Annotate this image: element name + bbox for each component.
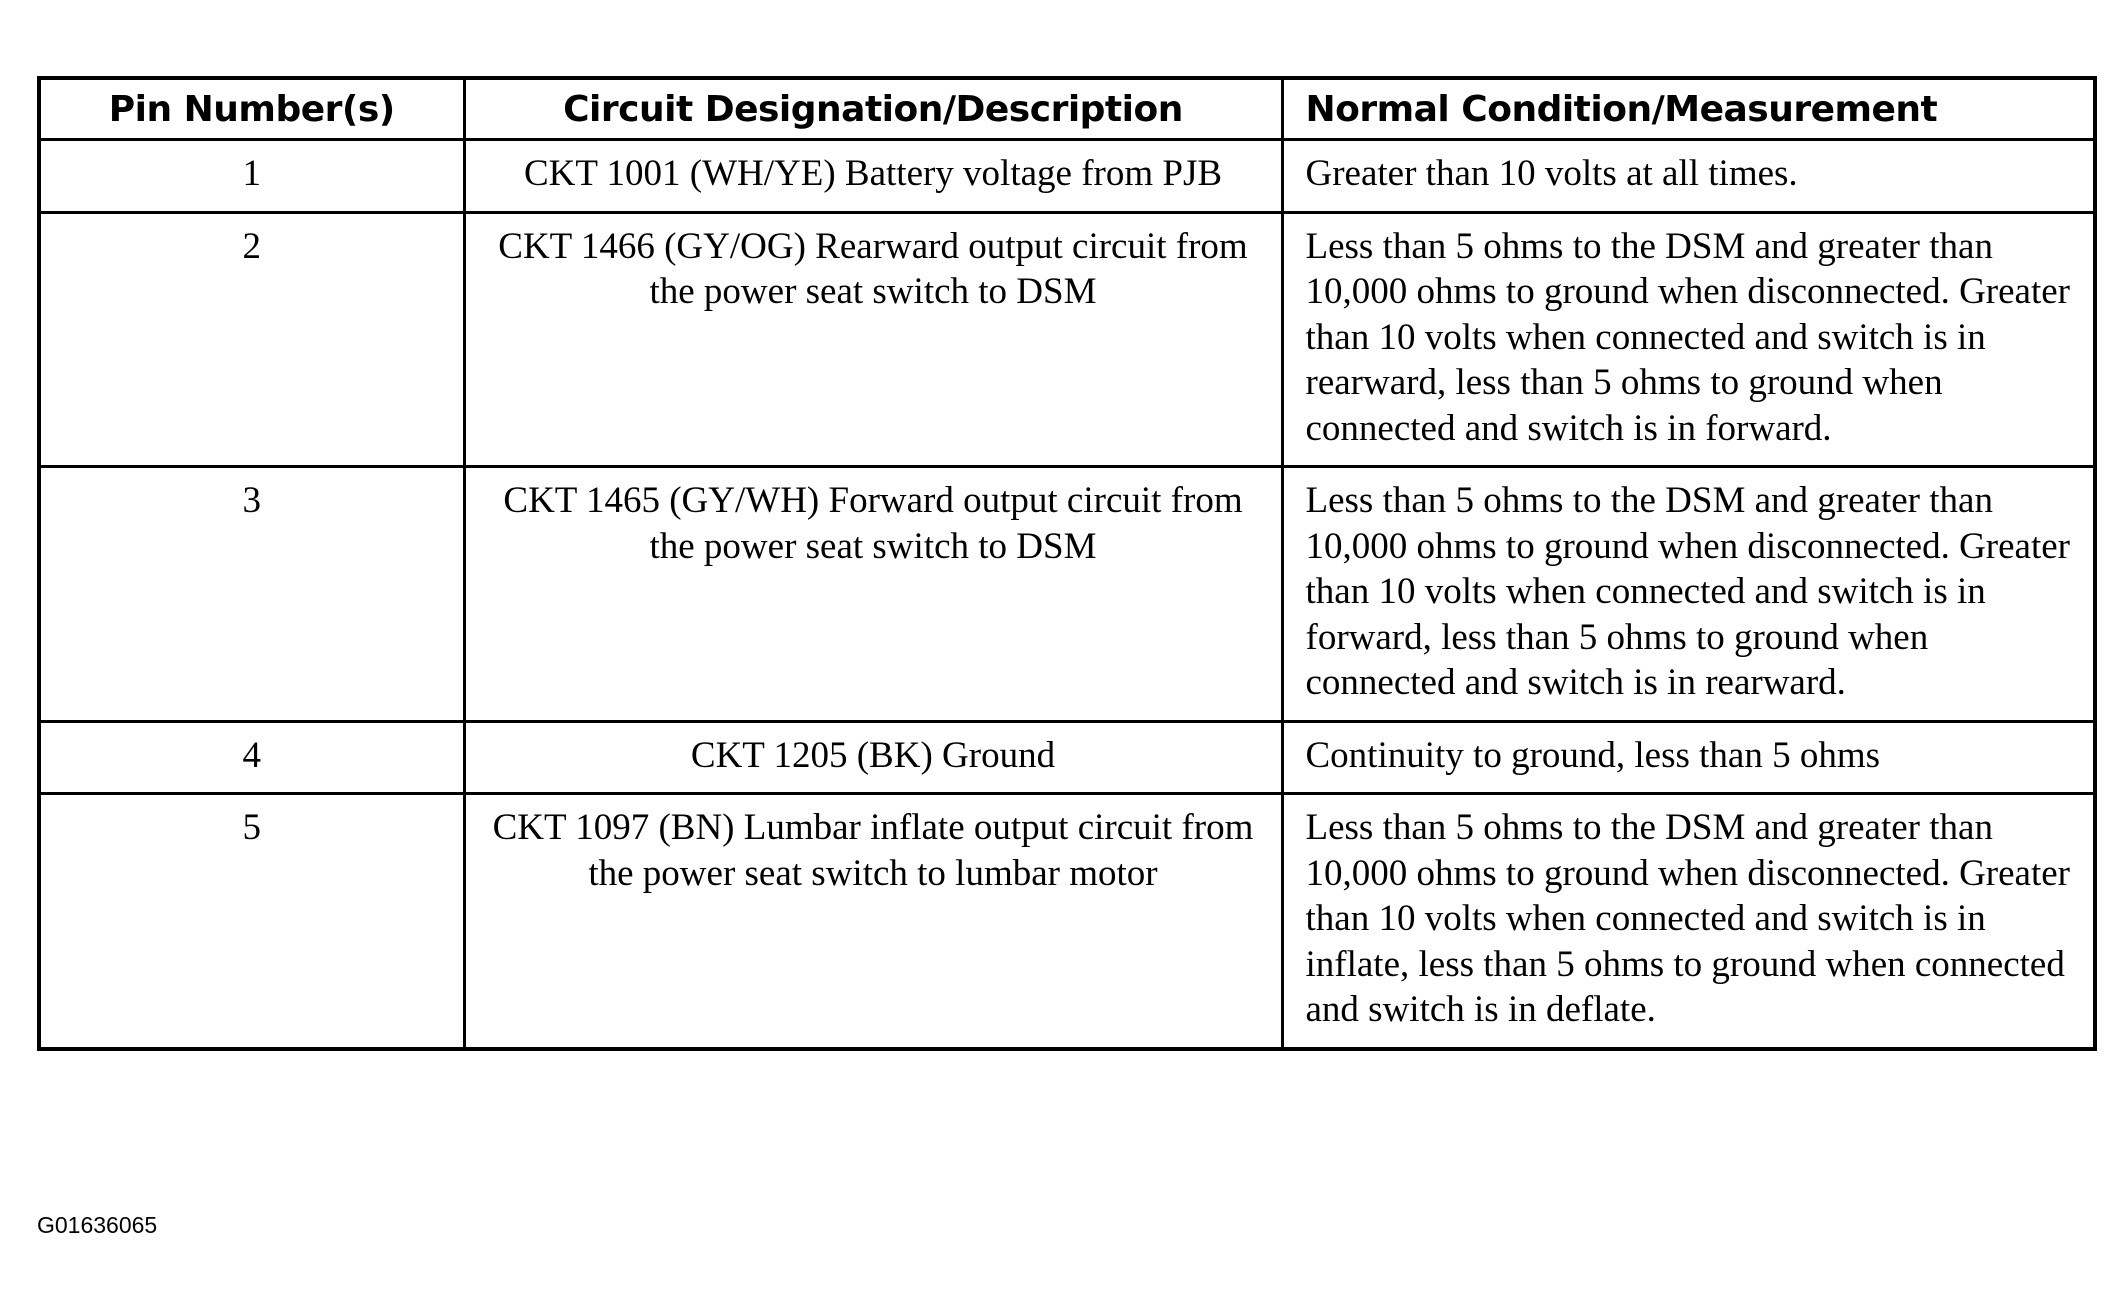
pin-number-cell: 3	[39, 467, 464, 722]
header-pin-numbers: Pin Number(s)	[39, 78, 464, 140]
circuit-description-cell: CKT 1466 (GY/OG) Rearward output circuit from the power seat switch to DSM	[464, 212, 1282, 467]
condition-measurement-cell: Less than 5 ohms to the DSM and greater than 10,000 ohms to ground when disconnected. Greater than 10 volts when connected and switch is in inflate, less than 5 ohms to ground when connected and switch is in deflate.	[1282, 794, 2095, 1049]
figure-id-label: G01636065	[37, 1212, 158, 1238]
circuit-description-cell: CKT 1001 (WH/YE) Battery voltage from PJB	[464, 140, 1282, 213]
pin-circuit-table	[37, 76, 2097, 1051]
pin-number-cell: 2	[39, 212, 464, 467]
condition-measurement-cell: Less than 5 ohms to the DSM and greater than 10,000 ohms to ground when disconnected. Greater than 10 volts when connected and switch is in forward, less than 5 ohms to ground when connected and switch is in rearward.	[1282, 467, 2095, 722]
header-normal-condition: Normal Condition/Measurement	[1282, 78, 2095, 140]
condition-measurement-cell: Less than 5 ohms to the DSM and greater than 10,000 ohms to ground when disconnected. Greater than 10 volts when connected and switch is in rearward, less than 5 ohms to ground when connected and switch is in forward.	[1282, 212, 2095, 467]
circuit-description-cell: CKT 1097 (BN) Lumbar inflate output circuit from the power seat switch to lumbar motor	[464, 794, 1282, 1049]
table-row	[39, 794, 2095, 1049]
condition-measurement-cell: Greater than 10 volts at all times.	[1282, 140, 2095, 213]
table-row	[39, 467, 2095, 722]
condition-measurement-cell: Continuity to ground, less than 5 ohms	[1282, 721, 2095, 794]
header-circuit-description: Circuit Designation/Description	[464, 78, 1282, 140]
table-header-row	[39, 78, 2095, 140]
pin-number-cell: 1	[39, 140, 464, 213]
pin-number-cell: 5	[39, 794, 464, 1049]
circuit-description-cell: CKT 1205 (BK) Ground	[464, 721, 1282, 794]
table-row	[39, 721, 2095, 794]
pin-number-cell: 4	[39, 721, 464, 794]
circuit-description-cell: CKT 1465 (GY/WH) Forward output circuit from the power seat switch to DSM	[464, 467, 1282, 722]
table-row	[39, 212, 2095, 467]
table-row	[39, 140, 2095, 213]
